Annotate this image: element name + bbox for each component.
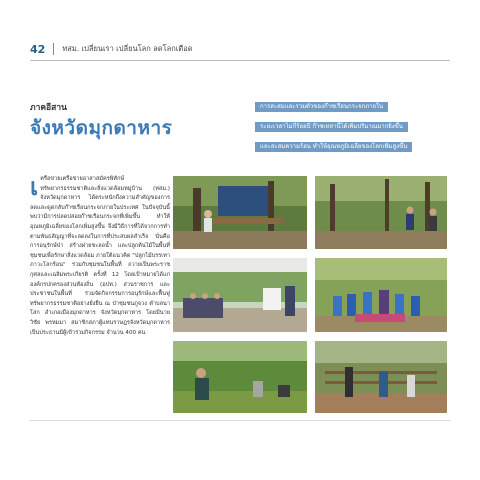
article-title: จังหวัดมุกดาหาร (30, 117, 173, 139)
photo-meeting-tent (173, 258, 307, 332)
photo-forest-fence (315, 341, 447, 413)
photo-forest-shelter (173, 176, 307, 249)
header-title: ทสม. เปลี่ยนเรา เปลี่ยนโลก ลดโลกเดือด (62, 44, 193, 53)
highlight-line: และสะสมความร้อน ทำให้อุณหภูมิเฉลี่ยของโลกเพิ่มสูงขึ้น (255, 142, 412, 152)
page-header (30, 40, 450, 58)
highlight-line: การสะสมและรวมตัวของก๊าซเรือนกระจกภายใน (255, 102, 388, 112)
region-label: ภาคอีสาน (30, 103, 67, 113)
highlight-box (255, 102, 455, 162)
photo-people-forest (315, 176, 447, 249)
dropcap: เ (30, 173, 39, 201)
article-body (30, 175, 170, 338)
highlight-line: ระยะเวลาไม่กี่ร้อยปี ก๊าซเหล่านี้ได้เพิ่มปริมาณมากยิ่งขึ้น (255, 122, 408, 132)
photo-woman-planting (173, 341, 307, 413)
page-number: 42 (30, 42, 46, 56)
header-divider (53, 43, 54, 55)
footer-rule (30, 420, 450, 421)
body-paragraph: ครือข่ายเครือข่ายอาสาสมัครพิทักษ์ทรัพยากรธรรมชาติและสิ่งแวดล้อมหมู่บ้าน (ทสม.) จังหวัดมุกดาหาร ได้ตระหนักถึงความสำคัญของการลดและดูดกลับก๊าซเรือนกระจกภายในประเทศ ในปัจจุบันนี้พบว่ามีการปลดปล่อยก๊าซเรือนกระจกที่เพิ่มขึ้น ทำให้อุณหภูมิเฉลี่ยของโลกเพิ่มสูงขึ้น จึงมีวิธีการที่ได้จากการทำตามพันธสัญญาที่จะลดลงในการที่ประสบผลสำเร็จ นั่นคือการอนุรักษ์ป่า สร้างฝายชะลอน้ำ และปลูกต้นไม้ในพื้นที่ชุมชนเพื่อรักษาสิ่งแวดล้อม ภายใต้แนวคิด "ปลูกไม้บรรเทาภาวะโลกร้อน" ร่วมกับชุมชนในพื้นที่ ถวายเป็นพระราชกุศลและเฉลิมพระเกียรติ ครั้งที่ 12 โดยเป้าหมายได้แก่ องค์กรปกครองส่วนท้องถิ่น (อปท.) ส่วนราชการ และประชาชนในพื้นที่ ร่วมจัดกิจกรรมการอนุรักษ์และฟื้นฟูทรัพยากรธรรมชาติอย่างยั่งยืน ณ ป่าชุมชนภูจวง ตำบลนาโสก อำเภอเมืองมุกดาหาร จังหวัดมุกดาหาร โดยมีนายวิชัย พรหมมา สมาชิกสภาผู้แทนราษฎรจังหวัดมุกดาหาร เป็นประธานมีผู้เข้าร่วมกิจกรรม จำนวน 400 คน (30, 176, 170, 336)
header-rule (30, 60, 450, 61)
photo-group-children (315, 258, 447, 332)
